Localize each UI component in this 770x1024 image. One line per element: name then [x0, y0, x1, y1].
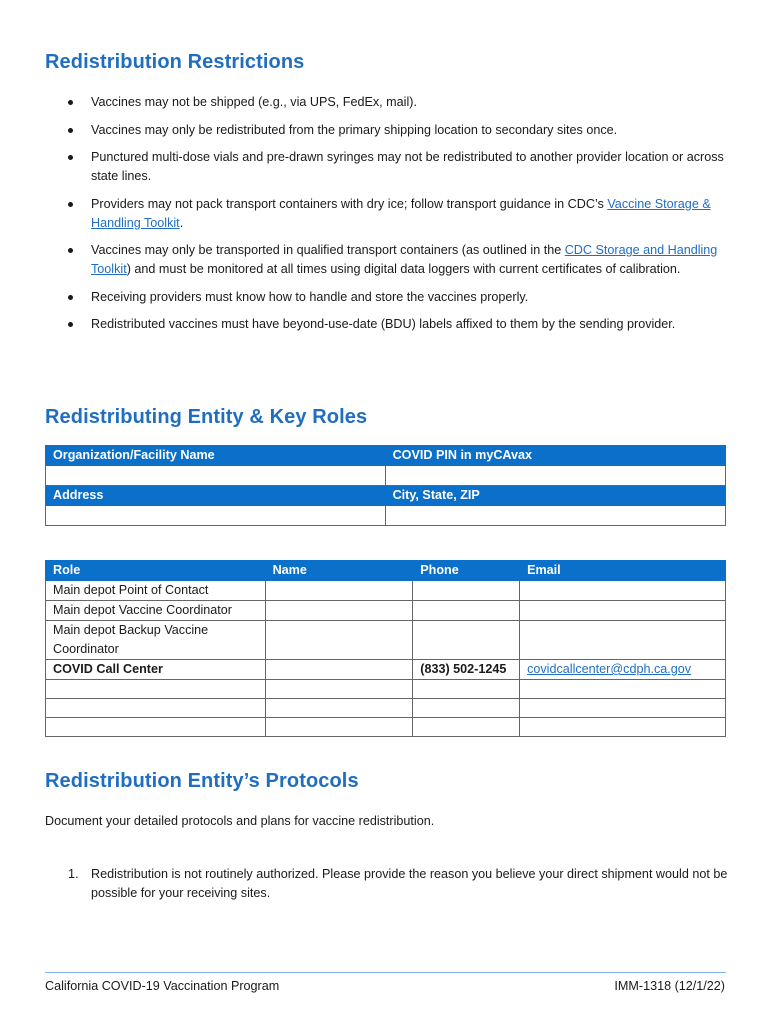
table-header-row: [46, 486, 726, 506]
table-row: [46, 699, 726, 718]
table-row: [46, 660, 726, 680]
col-header-phone: Phone: [413, 561, 520, 581]
col-header-name: Name: [265, 561, 413, 581]
phone-field[interactable]: [413, 581, 520, 601]
name-field[interactable]: [265, 699, 413, 718]
role-cell: Main depot Vaccine Coordinator: [46, 601, 266, 621]
role-field[interactable]: [46, 680, 266, 699]
col-header-email: Email: [520, 561, 726, 581]
section-title-restrictions: Redistribution Restrictions: [45, 51, 305, 73]
list-item: [68, 195, 733, 233]
role-cell: Main depot Point of Contact: [46, 581, 266, 601]
name-field[interactable]: [265, 621, 413, 660]
call-center-email-link[interactable]: covidcallcenter@cdph.ca.gov: [520, 660, 726, 680]
table-row: [46, 506, 726, 526]
list-item: Vaccines may not be shipped (e.g., via UPS, FedEx, mail).: [68, 93, 733, 112]
table-row: [46, 718, 726, 737]
list-item-text: Vaccines may only be transported in qualified transport containers (as outlined in the: [91, 243, 565, 257]
role-field[interactable]: [46, 718, 266, 737]
list-item-text: Redistribution is not routinely authorized. Please provide the reason you believe your direct shipment would not be possible for your receiving sites.: [91, 867, 728, 900]
call-center-phone: (833) 502-1245: [413, 660, 520, 680]
email-field[interactable]: [520, 699, 726, 718]
email-field[interactable]: [520, 601, 726, 621]
list-item-text: .: [179, 215, 184, 230]
phone-field[interactable]: [413, 680, 520, 699]
pin-field[interactable]: [385, 466, 725, 486]
toolkit-link[interactable]: Vaccine Storage & Handling Toolkit: [91, 196, 711, 230]
table-row: [46, 581, 726, 601]
cdc-toolkit-link[interactable]: CDC Storage and Handling Toolkit: [91, 243, 718, 276]
name-field[interactable]: [265, 718, 413, 737]
phone-field[interactable]: [413, 699, 520, 718]
table-header-row: [46, 561, 726, 581]
address-field[interactable]: [46, 506, 386, 526]
numbered-list-item: [68, 865, 733, 903]
footer-program-name: California COVID-19 Vaccination Program: [45, 979, 280, 993]
list-item: Receiving providers must know how to handle and store the vaccines properly.: [68, 288, 733, 307]
org-field[interactable]: [46, 466, 386, 486]
csz-field[interactable]: [385, 506, 725, 526]
org-label: Organization/Facility Name: [46, 446, 386, 466]
section-title-protocols: Redistribution Entity’s Protocols: [45, 770, 359, 792]
csz-label: City, State, ZIP: [385, 486, 725, 506]
table-header-row: [46, 446, 726, 466]
email-field[interactable]: [520, 621, 726, 660]
footer-divider: [45, 972, 726, 973]
section-title-entity: Redistributing Entity & Key Roles: [45, 406, 368, 428]
address-label: Address: [46, 486, 386, 506]
phone-field[interactable]: [413, 621, 520, 660]
name-field[interactable]: [265, 680, 413, 699]
role-field[interactable]: [46, 699, 266, 718]
list-number: 1.: [68, 867, 79, 881]
list-item: [68, 241, 733, 279]
footer-form-id: IMM-1318 (12/1/22): [614, 979, 725, 993]
role-cell: COVID Call Center: [46, 660, 266, 680]
table-row: [46, 621, 726, 660]
list-item: Vaccines may only be redistributed from the primary shipping location to secondary sites once.: [68, 121, 733, 140]
table-row: [46, 680, 726, 699]
email-field[interactable]: [520, 581, 726, 601]
roles-table: [45, 560, 726, 737]
email-field[interactable]: [520, 718, 726, 737]
list-item-text: ) and must be monitored at all times using digital data loggers with current certificates of calibration.: [126, 262, 681, 276]
col-header-role: Role: [46, 561, 266, 581]
role-cell: Main depot Backup Vaccine Coordinator: [46, 621, 266, 660]
list-item: Redistributed vaccines must have beyond-use-date (BDU) labels affixed to them by the sending provider.: [68, 315, 733, 334]
table-row: [46, 601, 726, 621]
list-item-text: Providers may not pack transport containers with dry ice; follow transport guidance in CDC’s: [91, 196, 608, 211]
name-field[interactable]: [265, 660, 413, 680]
name-field[interactable]: [265, 601, 413, 621]
protocols-intro: Document your detailed protocols and plans for vaccine redistribution.: [45, 814, 435, 828]
pin-label: COVID PIN in myCAvax: [385, 446, 725, 466]
restrictions-list: [68, 93, 733, 343]
table-row: [46, 466, 726, 486]
phone-field[interactable]: [413, 718, 520, 737]
list-item: Punctured multi-dose vials and pre-drawn syringes may not be redistributed to another provider location or across state lines.: [68, 148, 733, 186]
entity-table: [45, 445, 726, 526]
phone-field[interactable]: [413, 601, 520, 621]
email-field[interactable]: [520, 680, 726, 699]
name-field[interactable]: [265, 581, 413, 601]
